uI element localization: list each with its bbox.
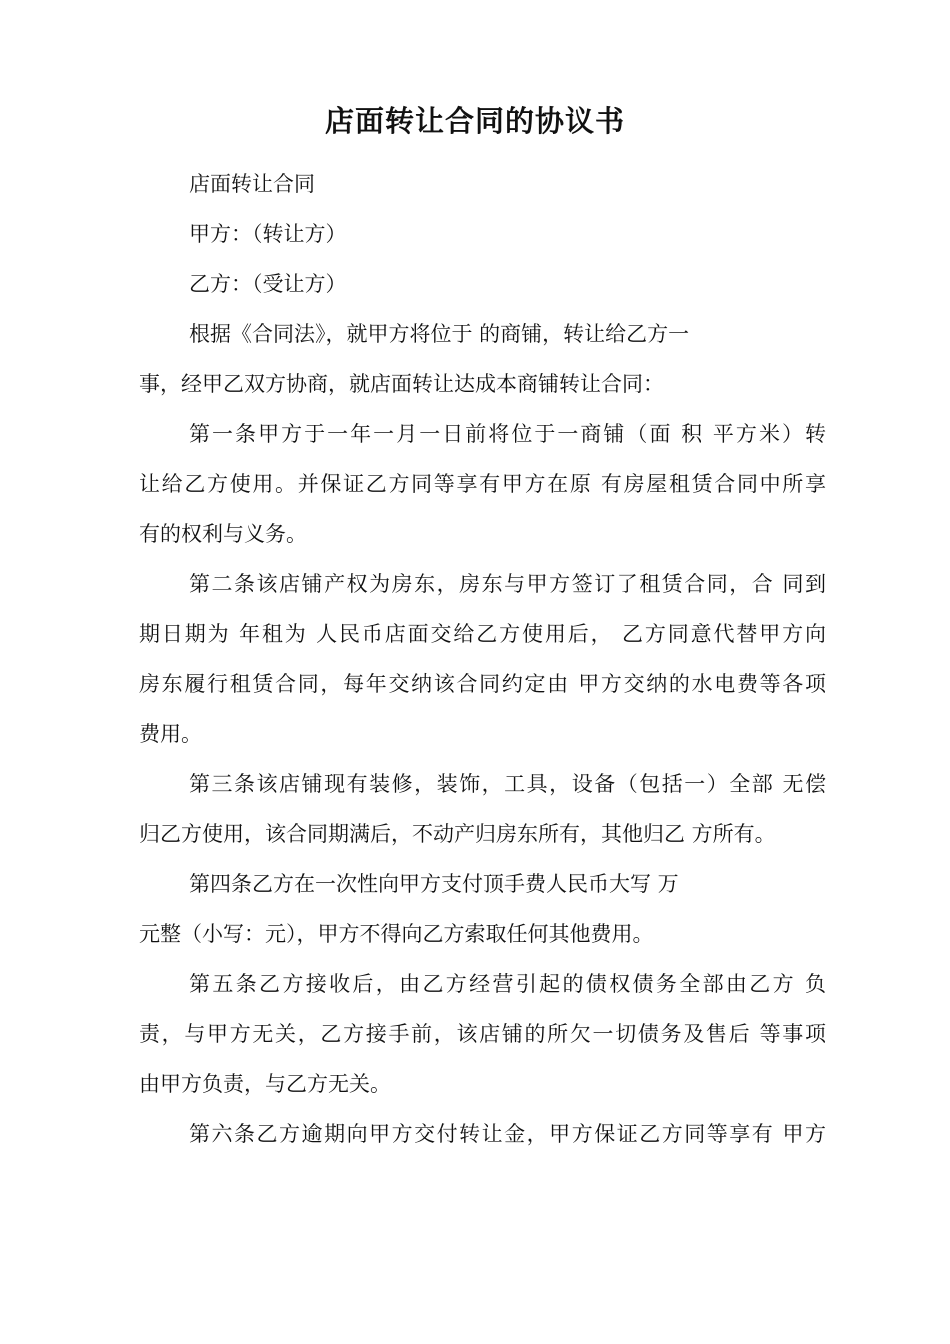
article-1-line-1: 第一条甲方于一年一月一日前将位于一商铺（面 积 平方米）转 [189, 422, 826, 446]
party-a-line: 甲方：（转让方） [189, 222, 347, 246]
article-1-line-3: 有的权利与义务。 [139, 522, 307, 546]
article-4-line-1: 第四条乙方在一次性向甲方支付顶手费人民币大写 万 [189, 872, 679, 896]
article-3-line-1: 第三条该店铺现有装修，装饰，工具，设备（包括一）全部 无偿 [189, 772, 826, 796]
preamble-line-1: 根据《合同法》，就甲方将位于 的商铺，转让给乙方一 [189, 322, 690, 346]
article-6-line-1: 第六条乙方逾期向甲方交付转让金，甲方保证乙方同等享有 甲方 [189, 1122, 826, 1146]
article-5-line-1: 第五条乙方接收后，由乙方经营引起的债权债务全部由乙方 负 [189, 972, 826, 996]
party-b-line: 乙方：（受让方） [189, 272, 347, 296]
article-2-line-3: 房东履行租赁合同，每年交纳该合同约定由 甲方交纳的水电费等各项 [139, 672, 826, 696]
preamble-line-2: 事，经甲乙双方协商，就店面转让达成本商铺转让合同： [139, 372, 664, 396]
article-2-line-1: 第二条该店铺产权为房东，房东与甲方签订了租赁合同，合 同到 [189, 572, 826, 596]
article-4-line-2: 元整（小写：元），甲方不得向乙方索取任何其他费用。 [139, 922, 654, 946]
document-title: 店面转让合同的协议书 [324, 104, 625, 138]
article-5-line-3: 由甲方负责，与乙方无关。 [139, 1072, 391, 1096]
article-3-line-2: 归乙方使用，该合同期满后，不动产归房东所有，其他归乙 方所有。 [139, 822, 776, 846]
article-5-line-2: 责，与甲方无关，乙方接手前，该店铺的所欠一切债务及售后 等事项 [139, 1022, 826, 1046]
article-1-line-2: 让给乙方使用。并保证乙方同等享有甲方在原 有房屋租赁合同中所享 [139, 472, 826, 496]
article-2-line-4: 费用。 [139, 722, 202, 746]
contract-subtitle: 店面转让合同 [189, 172, 315, 196]
article-2-line-2: 期日期为 年租为 人民币店面交给乙方使用后， 乙方同意代替甲方向 [139, 622, 826, 646]
